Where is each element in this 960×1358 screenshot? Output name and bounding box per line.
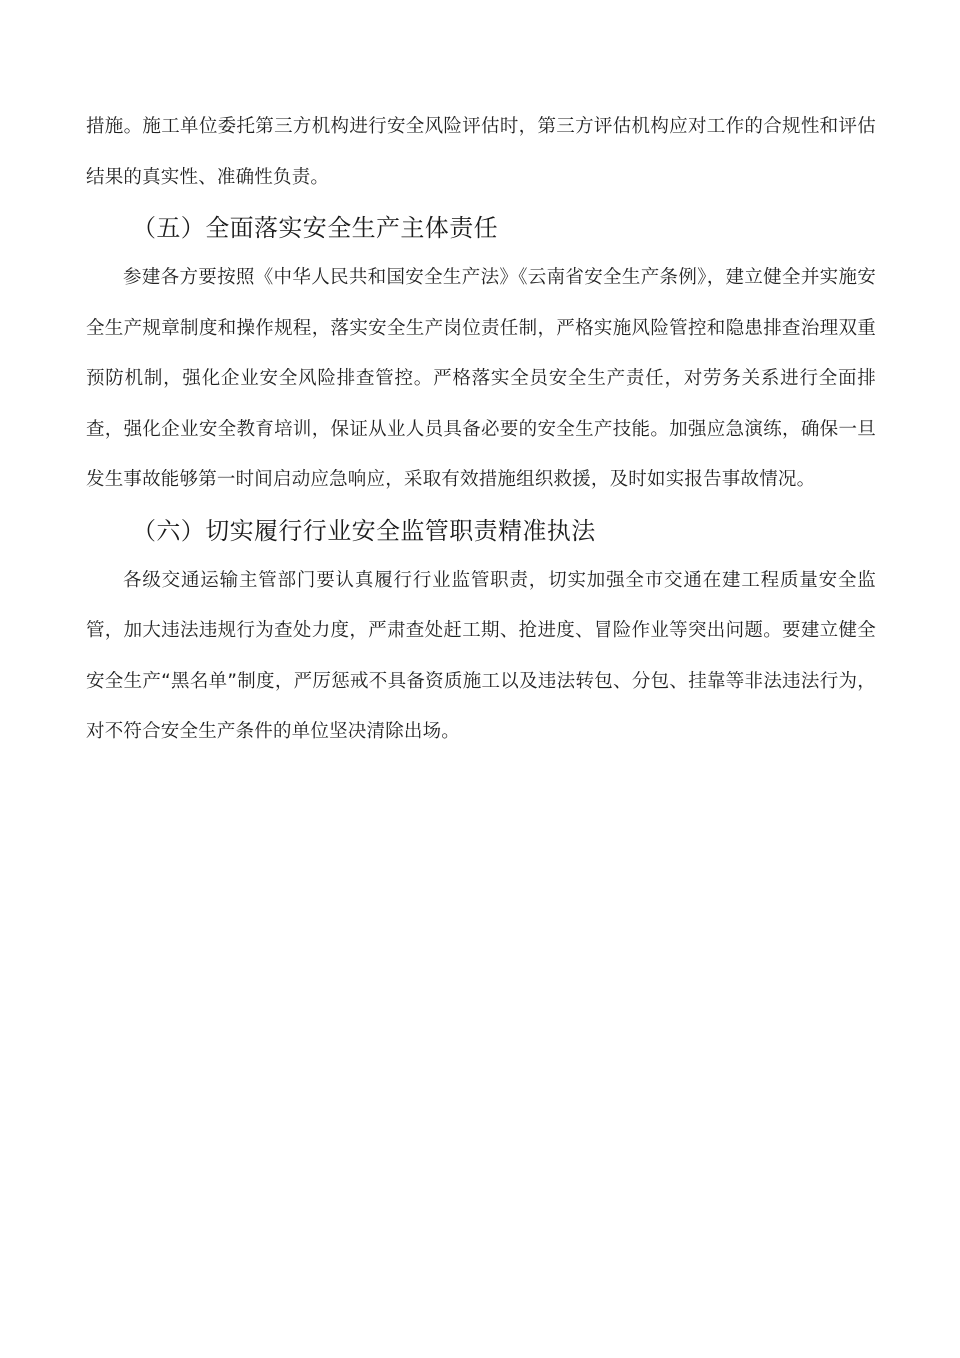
continued-paragraph: 措施。施工单位委托第三方机构进行安全风险评估时，第三方评估机构应对工作的合规性和评估结果的真实性、准确性负责。 [86, 116, 876, 188]
document-body [86, 102, 876, 758]
section-heading-6: （六）切实履行行业安全监管职责精准执法 [132, 516, 596, 545]
section-heading-5: （五）全面落实安全生产主体责任 [132, 214, 498, 242]
section-body-5: 参建各方要按照《中华人民共和国安全生产法》《云南省安全生产条例》，建立健全并实施安全生产规章制度和操作规程，落实安全生产岗位责任制，严格实施风险管控和隐患排查治理双重预防机制，强化企业安全风险排查管控。严格落实全员安全生产责任，对劳务关系进行全面排查，强化企业安全教育培训，保证从业人员具备必要的安全生产技能。加强应急演练，确保一旦发生事故能够第一时间启动应急响应，采取有效措施组织救援，及时如实报告事故情况。 [86, 267, 876, 490]
section-body-6: 各级交通运输主管部门要认真履行行业监管职责，切实加强全市交通在建工程质量安全监管，加大违法违规行为查处力度，严肃查处赶工期、抢进度、冒险作业等突出问题。要建立健全安全生产“黑名单”制度，严厉惩戒不具备资质施工以及违法转包、分包、挂靠等非法违法行为，对不符合安全生产条件的单位坚决清除出场。 [86, 569, 876, 742]
